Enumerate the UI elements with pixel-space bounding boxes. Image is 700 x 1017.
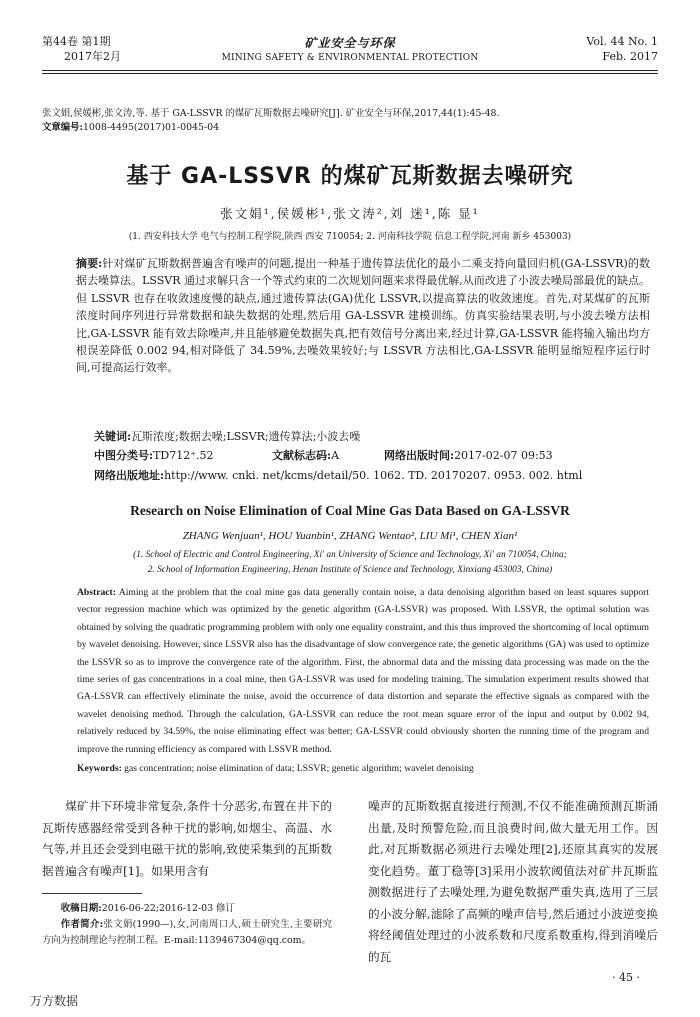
abstract-cn-text: 针对煤矿瓦斯数据普遍含有噪声的问题,提出一种基于遗传算法优化的最小二乘支持向量回归机(GA-LSSVR)的数据去噪算法。LSSVR 通过求解只含一个等式约束的二次规划问题来求得最优解,从而改进了小波去噪局部最优的缺点。但 LSSVR 也存在收敛速度慢的缺点,通过遗传算法(GA)优化 LSSVR,以提高算法的收敛速度。首先,对某煤矿的瓦斯浓度时间序列进行异常数据和缺失数据的处理,然后用 GA-LSSVR 建模训练。仿真实验结果表明,与小波去噪方法相比,GA-LSSVR 能有效去除噪声,并且能够避免数据失真,把有效信号分离出来,经过计算,GA-LSSVR 能将输入输出均方根误差降低 0.002 94,相对降低了 34.59%,去噪效果较好;与 LSSVR 方法相比,GA-LSSVR 能明显缩短程序运行时间,可提高运行效率。 (76, 257, 650, 375)
authors-cn: 张文娟¹,侯媛彬¹,张文涛²,刘 迷¹,陈 显¹ (220, 206, 480, 221)
article-number-label: 文章编号: (42, 122, 83, 133)
clc-value: TD712⁺.52 (153, 449, 214, 462)
author-bio-label: 作者简介: (60, 919, 104, 930)
doc-code (272, 447, 384, 463)
keywords-en-label: Keywords: (77, 763, 122, 774)
affiliation-en (0, 548, 700, 578)
author-bio (42, 917, 332, 949)
paper-title-cn: 基于 GA-LSSVR 的煤矿瓦斯数据去噪研究 (126, 164, 574, 189)
keywords-cn-text: 瓦斯浓度;数据去噪;LSSVR;遗传算法;小波去噪 (131, 430, 361, 443)
header-volume-en: Vol. 44 No. 1 (586, 35, 658, 48)
clc-code (94, 447, 272, 463)
abstract-en (77, 584, 649, 758)
footnote (42, 901, 332, 949)
paper-title-en: Research on Noise Elimination of Coal Mine Gas Data Based on GA-LSSVR (130, 503, 570, 518)
affiliation-cn: (1. 西安科技大学 电气与控制工程学院,陕西 西安 710054; 2. 河南科技学院 信息工程学院,河南 新乡 453003) (128, 232, 572, 242)
keywords-cn-label: 关键词: (94, 430, 132, 443)
received-value: 2016-06-22;2016-12-03 修订 (101, 903, 235, 914)
citation-text: 张文娟,侯媛彬,张文涛,等. 基于 GA-LSSVR 的煤矿瓦斯数据去噪研究[J]. 矿业安全与环保,2017,44(1):45-48. (42, 108, 500, 119)
header-date-en: Feb. 2017 (602, 50, 658, 63)
abstract-en-label: Abstract: (77, 587, 116, 598)
author-bio-value: 张文娟(1990—),女,河南周口人,硕士研究生,主要研究方向为控制理论与控制工程。E-mail:1139467304@qq.com。 (42, 919, 332, 946)
keywords-en (77, 763, 649, 774)
header-date-cn: 2017年2月 (64, 50, 121, 63)
header-rule-top (42, 70, 658, 71)
page-number: · 45 · (612, 971, 640, 984)
abstract-cn (76, 255, 650, 377)
body-right-paragraph: 噪声的瓦斯数据直接进行预测,不仅不能准确预测瓦斯涌出量,及时预警危险,而且浪费时间,做大量无用工作。因此,对瓦斯数据必须进行去噪处理[2],还原其真实的发展变化趋势。董丁稳等[3]采用小波软阈值法对矿井瓦斯监测数据进行了去噪处理,为避免数据严重失真,选用了三层的小波分解,滤除了高频的噪声信号,然后通过小波逆变换将经阈值处理过的小波系数和尺度系数重构,得到消噪后的瓦 (368, 799, 658, 964)
authors-en: ZHANG Wenjuan¹, HOU Yuanbin¹, ZHANG Wentao², LIU Mi¹, CHEN Xian¹ (182, 530, 518, 542)
affiliation-en-line-2: 2. School of Information Engineering, Henan Institute of Science and Technology, Xinxiang 453003, China) (147, 565, 553, 575)
watermark: 万方数据 (30, 994, 79, 1008)
journal-name-cn: 矿业安全与环保 (304, 36, 396, 50)
affiliation-en-line-1: (1. School of Electric and Control Engineering, Xi' an University of Science and Technology, Xi' an 710054, China; (133, 550, 567, 560)
header-volume (586, 34, 658, 64)
url-link[interactable]: http://www. cnki. net/kcms/detail/50. 1062. TD. 20170207. 0953. 002. html (164, 469, 583, 482)
doc-label: 文献标志码: (272, 449, 332, 462)
online-url (94, 467, 582, 483)
header-volume-cn: 第44卷 第1期 (42, 35, 111, 48)
abstract-cn-label: 摘要: (76, 257, 103, 270)
clc-label: 中图分类号: (94, 449, 154, 462)
received-label: 收稿日期: (60, 903, 102, 914)
header-rule-bottom (42, 73, 658, 74)
doc-value: A (331, 449, 340, 462)
journal-name-en: MINING SAFETY & ENVIRONMENTAL PROTECTION (221, 53, 479, 63)
article-number-value: 1008-4495(2017)01-0045-04 (82, 122, 220, 133)
pub-time (384, 447, 553, 463)
classification-row (94, 447, 654, 463)
footnote-rule (42, 893, 142, 894)
received-date (42, 901, 332, 917)
body-left-paragraph: 煤矿井下环境非常复杂,条件十分恶劣,布置在井下的瓦斯传感器经常受到各种干扰的影响,如烟尘、高温、水气等,并且还会受到电磁干扰的影响,致使采集到的瓦斯数据普遍含有噪声[1]。如果用含有 (42, 799, 332, 878)
url-label: 网络出版地址: (94, 469, 165, 482)
pub-value: 2017-02-07 09:53 (454, 449, 553, 462)
abstract-en-text: Aiming at the problem that the coal mine gas data generally contain noise, a data denoising algorithm based on least squares support vector regression machine which was optimized by the genetic algorithm (GA-LSSVR) was proposed. With LSSVR, the optimal solution was obtained by solving the quadratic programming problem with only one equality constraint, and this thus improved the shortcoming of local optimum by wavelet denoising. However, since LSSVR also has the disadvantage of slow convergence rate, the genetic algorithms (GA) was used to optimize the LSSVR so as to improve the convergence rate of the algorithm. First, the abnormal data and the missing data processing was made on the the time series of gas concentrations in a coal mine, then GA-LSSVR was used for modeling training. The simulation experiment results showed that GA-LSSVR can effectively eliminate the noise, avoid the occurrence of data distortion and separate the effective signals as compared with the wavelet denoising method. Through the calculation, GA-LSSVR can reduce the root mean square error of the input and output by 0.002 94, relatively reduced by 34.59%, the noise eliminating effect was better; GA-LSSVR could obviously shorten the running time of the program and improve the running efficiency as compared with LSSVR method. (77, 587, 649, 755)
article-number (42, 121, 658, 135)
pub-label: 网络出版时间: (384, 449, 455, 462)
keywords-cn (94, 428, 360, 444)
citation-block (42, 107, 658, 135)
keywords-en-text: gas concentration; noise elimination of data; LSSVR; genetic algorithm; wavelet denoising (124, 763, 474, 774)
